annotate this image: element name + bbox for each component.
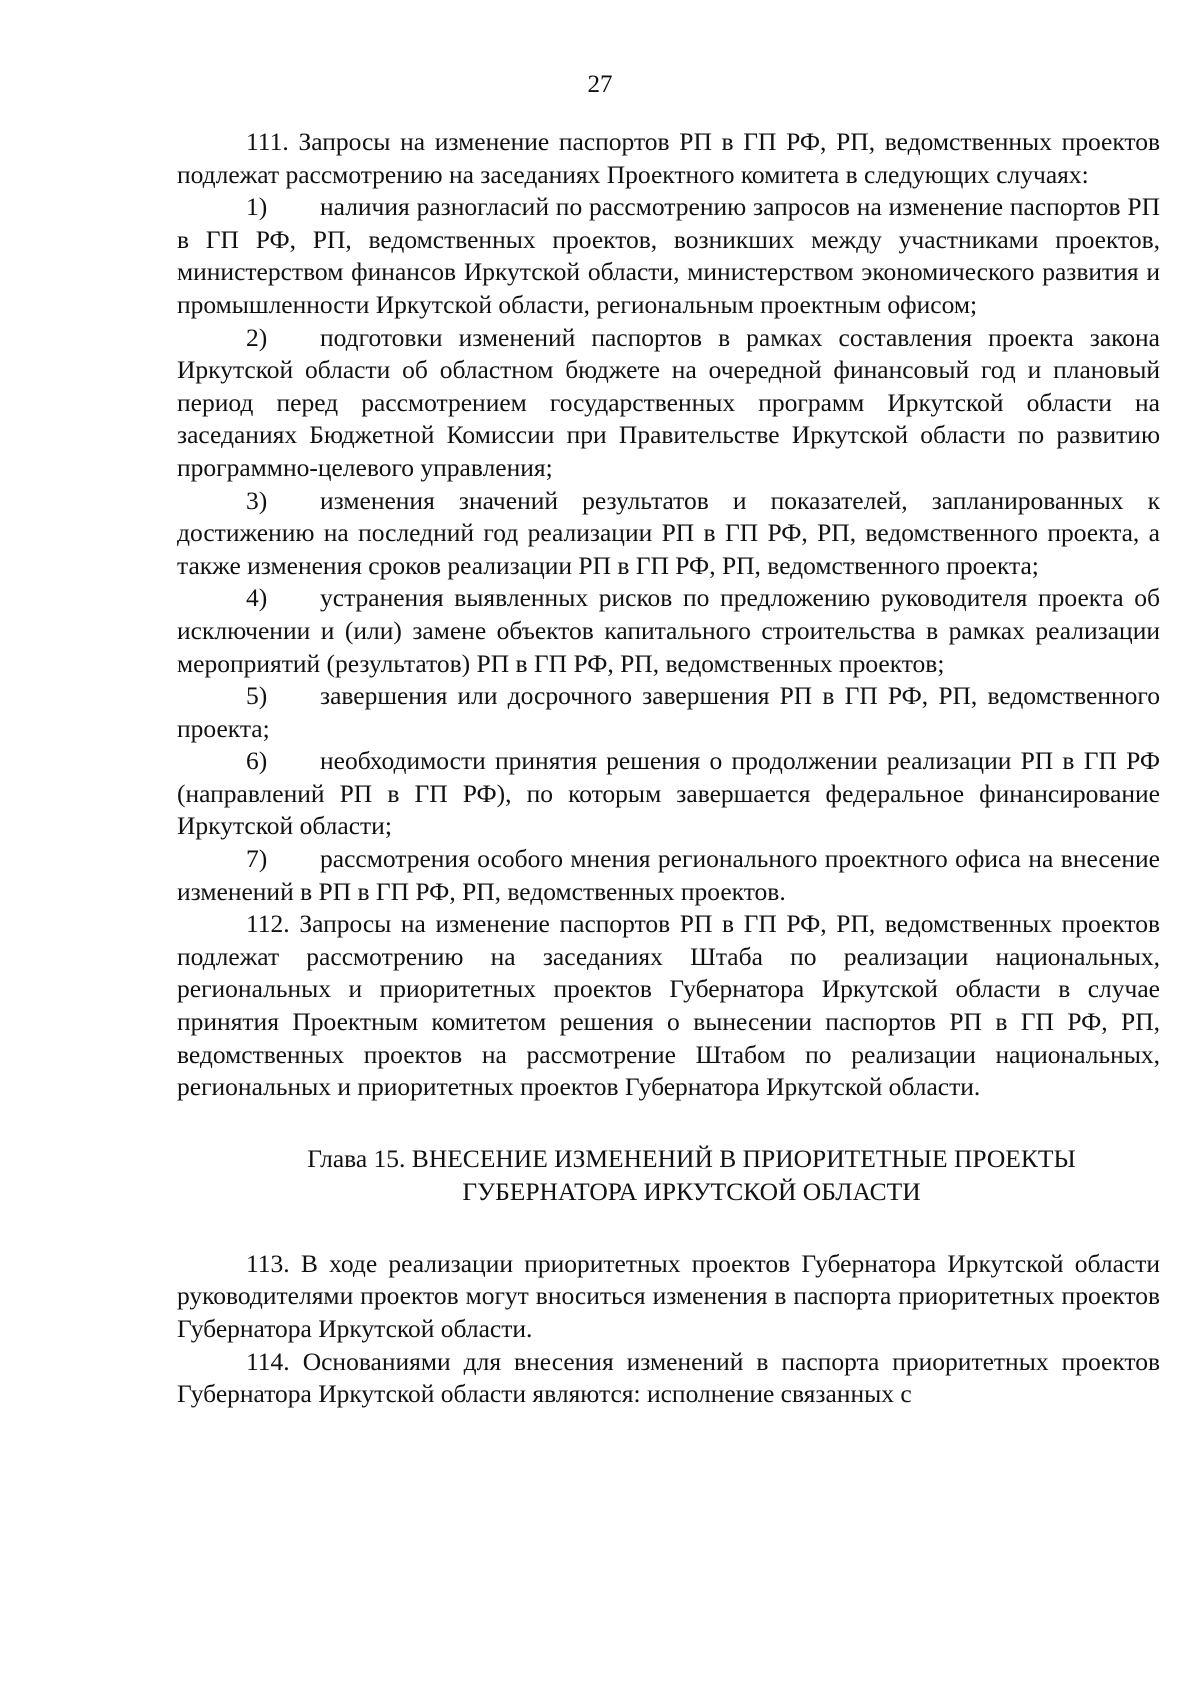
paragraph-text: В ходе реализации приоритетных проектов Губернатора Иркутской области руководителями проектов могут вноситься изменения в паспорта приоритетных проектов Губернатора Иркутской области.: [177, 1248, 1160, 1343]
paragraph-114: [177, 1346, 1160, 1411]
list-item-6: [177, 745, 1160, 843]
paragraph-number: 113.: [246, 1248, 290, 1278]
list-item-5: [177, 680, 1160, 745]
list-item-text: рассмотрения особого мнения регионального проектного офиса на внесение изменений в РП в ГП РФ, РП, ведомственных проектов.: [177, 844, 1160, 906]
paragraph-number: 112.: [246, 909, 290, 939]
list-item-text: устранения выявленных рисков по предложению руководителя проекта об исключении и (или) замене объектов капитального строительства в рамках реализации мероприятий (результатов) РП в ГП РФ, РП, ведомственных проектов;: [177, 583, 1160, 678]
chapter-heading-line-1: Глава 15. ВНЕСЕНИЕ ИЗМЕНЕНИЙ В ПРИОРИТЕТНЫЕ ПРОЕКТЫ: [307, 1143, 1076, 1173]
list-item-text: завершения или досрочного завершения РП в ГП РФ, РП, ведомственного проекта;: [177, 681, 1160, 743]
paragraph-text: Основаниями для внесения изменений в паспорта приоритетных проектов Губернатора Иркутской области являются: исполнение связанных с: [177, 1346, 1161, 1409]
paragraph-113: [177, 1248, 1160, 1346]
paragraph-text: Запросы на изменение паспортов РП в ГП РФ, РП, ведомственных проектов подлежат рассмотрению на заседаниях Проектного комитета в следующих случаях:: [177, 127, 1161, 189]
list-item-2: [177, 322, 1160, 485]
list-item-4: [177, 582, 1160, 680]
list-item-3: [177, 485, 1160, 583]
list-item-text: наличия разногласий по рассмотрению запросов на изменение паспортов РП в ГП РФ, РП, ведомственных проектов, возникших между участниками проектов, министерством финансов Иркутской области, министерством экономического развития и промышленности Иркутской области, региональным проектным офисом;: [177, 192, 1160, 319]
paragraph-112: [177, 908, 1160, 1104]
list-item-number: 7): [246, 844, 268, 874]
paragraph-111: [177, 126, 1160, 191]
paragraph-number: 111.: [246, 127, 289, 156]
list-item-number: 6): [246, 746, 268, 776]
list-item-number: 5): [246, 681, 268, 711]
chapter-heading-line-2: ГУБЕРНАТОРА ИРКУТСКОЙ ОБЛАСТИ: [462, 1176, 921, 1206]
list-item-1: [177, 191, 1160, 321]
paragraph-text: Запросы на изменение паспортов РП в ГП РФ, РП, ведомственных проектов подлежат рассмотрению на заседаниях Штаба по реализации национальных, региональных и приоритетных проектов Губернатора Иркутской области в случае принятия Проектным комитетом решения о вынесении паспортов РП в ГП РФ, РП, ведомственных проектов на рассмотрение Штабом по реализации национальных, региональных и приоритетных проектов Губернатора Иркутской области.: [177, 909, 1161, 1102]
list-item-text: необходимости принятия решения о продолжении реализации РП в ГП РФ (направлений РП в ГП РФ), по которым завершается федеральное финансирование Иркутской области;: [177, 746, 1160, 841]
document-body: [177, 126, 1160, 1411]
list-item-number: 3): [246, 485, 268, 515]
chapter-heading: [177, 1142, 1160, 1208]
list-item-text: изменения значений результатов и показателей, запланированных к достижению на последний год реализации РП в ГП РФ, РП, ведомственного проекта, а также изменения сроков реализации РП в ГП РФ, РП, ведомственного проекта;: [177, 485, 1160, 580]
list-item-number: 1): [246, 192, 268, 222]
list-item-number: 4): [246, 583, 268, 613]
list-item-text: подготовки изменений паспортов в рамках составления проекта закона Иркутской области об областном бюджете на очередной финансовый год и плановый период перед рассмотрением государственных программ Иркутской области на заседаниях Бюджетной Комиссии при Правительстве Иркутской области по развитию программно-целевого управления;: [177, 322, 1160, 482]
list-item-7: [177, 843, 1160, 908]
paragraph-number: 114.: [246, 1346, 290, 1376]
list-item-number: 2): [246, 322, 268, 352]
page-number: 27: [587, 71, 613, 98]
